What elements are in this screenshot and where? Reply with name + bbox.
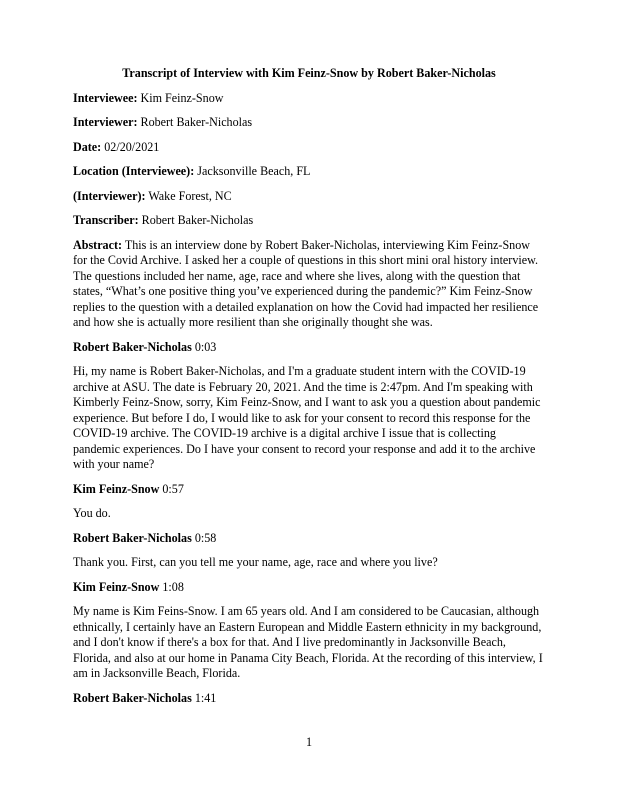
transcript-entry [73,691,545,707]
speaker-timestamp: 0:58 [194,530,217,545]
page-number: 1 [305,735,313,749]
metadata-value: Robert Baker-Nicholas [141,213,254,227]
metadata-location-interviewer [73,189,545,205]
speaker-heading [73,580,545,596]
metadata-value: Kim Feinz-Snow [140,90,224,105]
metadata-transcriber [73,213,545,229]
metadata-label: Date: [73,139,102,154]
metadata-label: Location (Interviewee): [73,164,195,178]
metadata-interviewee [73,91,545,107]
metadata-value: Robert Baker-Nicholas [140,115,253,129]
speaker-timestamp: 0:57 [162,481,184,496]
speaker-timestamp: 1:41 [194,690,217,705]
page-title: Transcript of Interview with Kim Feinz-Snow by Robert Baker-Nicholas [122,66,496,80]
speaker-timestamp: 0:03 [194,339,217,354]
speaker-name: Robert Baker-Nicholas [73,339,192,354]
speaker-heading [73,340,545,356]
metadata-label: Interviewee: [73,90,138,105]
speaker-heading [73,531,545,547]
metadata-value: Wake Forest, NC [148,188,232,203]
metadata-label: (Interviewer): [73,188,146,203]
speaker-name: Robert Baker-Nicholas [73,530,192,545]
metadata-value: Jacksonville Beach, FL [197,164,311,178]
speech-text: Hi, my name is Robert Baker-Nicholas, and I'm a graduate student intern with the COVID-19 archive at ASU. The date is February 20, 2021. And the time is 2:47pm. And I'm speaking with Kimberly Feinz-Snow, sorry, Kim Feinz-Snow, and I want to ask you a question about pandemic experience. But before I do, I would like to ask for your consent to record this response for the COVID-19 archive. The COVID-19 archive is a digital archive I issue that is collecting pandemic experiences. Do I have your consent to record your response and add it to the archive with your name? [73,364,541,471]
abstract-label: Abstract: [73,237,123,252]
metadata-label: Transcriber: [73,213,139,227]
transcript-entry [73,340,545,473]
metadata-label: Interviewer: [73,115,138,129]
speaker-heading [73,482,545,498]
speech-text: My name is Kim Feins-Snow. I am 65 years old. And I am considered to be Caucasian, although ethnically, I certainly have an Eastern European and Middle Eastern ethnicity in my background, and I don't know if there's a box for that. And I live predominantly in Jacksonville Beach, Florida, and also at our home in Panama City Beach, Florida. At the recording of this interview, I am in Jacksonville Beach, Florida. [73,604,543,680]
speaker-name: Kim Feinz-Snow [73,579,160,594]
speaker-timestamp: 1:08 [162,579,184,594]
speech-text: Thank you. First, can you tell me your name, age, race and where you live? [73,555,438,569]
abstract-text: This is an interview done by Robert Baker-Nicholas, interviewing Kim Feinz-Snow for the Covid Archive. I asked her a couple of questions in this short mini oral history interview. The questions included her name, age, race and where she lives, along with the question that states, “What’s one positive thing you’ve experienced during the pandemic?” Kim Feinz-Snow replies to the question with a detailed explanation on how the Covid had impacted her resilience and how she is actually more resilient than she originally thought she was. [73,237,539,329]
transcript-entry [73,580,545,682]
transcript-entry [73,531,545,571]
abstract [73,238,545,331]
speaker-name: Robert Baker-Nicholas [73,690,192,705]
metadata-value: 02/20/2021 [104,139,160,154]
speaker-heading [73,691,545,707]
speaker-name: Kim Feinz-Snow [73,481,160,496]
metadata-location-interviewee [73,164,545,180]
speech-text: You do. [73,506,111,520]
metadata-interviewer [73,115,545,131]
transcript-entry [73,482,545,522]
metadata-date [73,140,545,156]
